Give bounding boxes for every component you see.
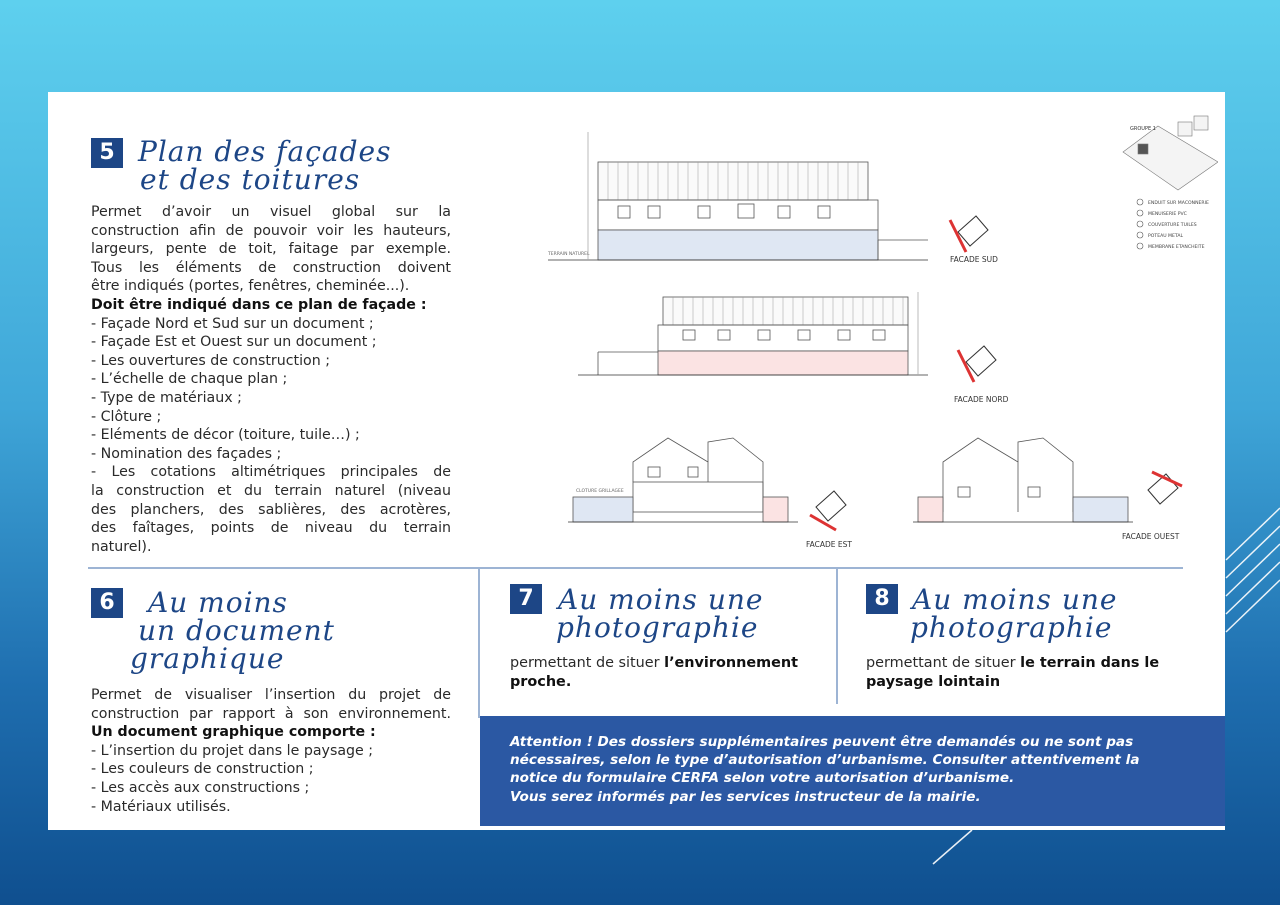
section-6-number: 6 <box>91 588 123 618</box>
facade-sud-symbol <box>950 216 988 252</box>
section-8-text-plain: permettant de situer <box>866 655 1021 671</box>
section-5-body <box>91 203 451 556</box>
section-6-title-line2: un document <box>138 614 335 647</box>
section-5-line: Permet d’avoir un visuel global sur la <box>91 204 451 220</box>
section-6-line: construction par rapport à son environnement. <box>91 705 451 722</box>
facade-sud-caption: FACADE SUD <box>950 255 998 264</box>
section-6-bold-line: Un document graphique comporte : <box>91 724 376 741</box>
section-6-line: Permet de visualiser l’insertion du projet de <box>91 687 451 703</box>
section-5-tail-line: des planchers, des sablières, des acrotères, <box>91 501 451 518</box>
section-7-text-bold2: proche. <box>510 673 572 690</box>
section-5-line: largeurs, pente de toit, faitage par exemple. <box>91 241 451 258</box>
legend-item: ENDUIT SUR MACONNERIE <box>1148 201 1209 206</box>
section-7-number: 7 <box>510 584 542 614</box>
section-8-body <box>866 654 1216 691</box>
section-8-text-bold: le terrain dans le <box>1020 655 1160 671</box>
section-7-title-line2: photographie <box>556 611 759 644</box>
section-7-body <box>510 654 830 691</box>
section-7-text-plain: permettant de situer <box>510 655 665 671</box>
section-8-number: 8 <box>866 584 898 614</box>
section-6-item: - Les couleurs de construction ; <box>91 761 314 778</box>
section-6-item: - Matériaux utilisés. <box>91 798 231 815</box>
section-8-text-line1 <box>866 654 1216 673</box>
section-divider <box>88 567 1183 569</box>
attention-banner <box>480 716 1225 826</box>
facade-ouest-drawing <box>913 438 1133 522</box>
section-5-item: - L’échelle de chaque plan ; <box>91 371 288 388</box>
section-5-bold-line: Doit être indiqué dans ce plan de façade : <box>91 296 427 313</box>
section-5-item: - Type de matériaux ; <box>91 389 242 406</box>
section-5 <box>48 92 468 562</box>
section-5-item: - Façade Nord et Sud sur un document ; <box>91 315 374 332</box>
section-6-title-line1: Au moins <box>148 586 288 619</box>
section-8-title-line1: Au moins une <box>912 583 1118 616</box>
section-5-line: être indiqués (portes, fenêtres, cheminée...). <box>91 278 410 295</box>
section-5-line: Tous les éléments de construction doivent <box>91 259 451 276</box>
facade-drawings-svg <box>518 112 1218 552</box>
facade-nord-caption: FACADE NORD <box>954 395 1009 404</box>
section-7-text-bold: l’environnement <box>664 655 798 671</box>
attention-line: Attention ! Des dossiers supplémentaires peuvent être demandés ou ne sont pas <box>510 734 1134 750</box>
cloture-label: CLOTURE GRILLAGEE <box>576 489 624 494</box>
section-5-tail-line: des faîtages, points de niveau du terrain <box>91 520 451 537</box>
section-8 <box>838 572 1225 712</box>
facade-ouest-symbol <box>1148 472 1182 504</box>
section-5-title-line2: et des toitures <box>140 163 361 196</box>
facade-sud-drawing <box>548 132 928 260</box>
groupe-label: GROUPE 1 <box>1130 126 1156 132</box>
attention-line: nécessaires, selon le type d’autorisation d’urbanisme. Consulter attentivement la <box>510 752 1140 769</box>
attention-line: notice du formulaire CERFA selon votre autorisation d’urbanisme. <box>510 770 1015 787</box>
legend-item: POTEAU METAL <box>1148 234 1184 239</box>
section-8-title-line2: photographie <box>910 611 1113 644</box>
terrain-label: TERRAIN NATUREL <box>548 252 590 257</box>
facade-est-symbol <box>810 491 846 530</box>
legend-item: COUVERTURE TUILES <box>1148 223 1197 228</box>
legend-item: MENUISERIE PVC <box>1148 212 1187 217</box>
section-6-title-line3: graphique <box>130 642 285 675</box>
section-5-item: - Clôture ; <box>91 408 162 425</box>
section-5-title-line1: Plan des façades <box>138 135 392 168</box>
section-6 <box>48 572 478 830</box>
facade-nord-symbol <box>958 346 996 382</box>
info-card <box>48 92 1225 830</box>
section-5-item: - Eléments de décor (toiture, tuile…) ; <box>91 427 360 444</box>
section-5-item: - Les ouvertures de construction ; <box>91 352 331 369</box>
section-6-body <box>91 686 451 816</box>
section-5-tail-line: - Les cotations altimétriques principales de <box>91 464 451 481</box>
section-5-number: 5 <box>91 138 123 168</box>
legend-markers <box>1137 199 1143 249</box>
section-5-tail-last: naturel). <box>91 538 152 555</box>
facade-nord-drawing <box>578 292 928 375</box>
facade-est-caption: FACADE EST <box>806 540 852 549</box>
section-6-item: - Les accès aux constructions ; <box>91 779 310 796</box>
section-7 <box>480 572 836 712</box>
facade-drawings <box>518 112 1218 552</box>
section-5-line: construction afin de pouvoir voir les hauteurs, <box>91 222 451 239</box>
section-7-text-line1 <box>510 654 830 673</box>
attention-line: Vous serez informés par les services instructeur de la mairie. <box>510 788 981 805</box>
section-5-item: - Façade Est et Ouest sur un document ; <box>91 334 377 351</box>
section-7-title-line1: Au moins une <box>558 583 764 616</box>
section-6-item: - L’insertion du projet dans le paysage ; <box>91 742 374 759</box>
section-8-text-bold2: paysage lointain <box>866 673 1001 690</box>
section-5-item: - Nomination des façades ; <box>91 445 282 462</box>
section-5-tail-line: la construction et du terrain naturel (niveau <box>91 482 451 499</box>
facade-est-drawing <box>568 438 798 522</box>
legend-item: MEMBRANE ETANCHEITE <box>1148 245 1205 250</box>
facade-ouest-caption: FACADE OUEST <box>1122 532 1180 541</box>
